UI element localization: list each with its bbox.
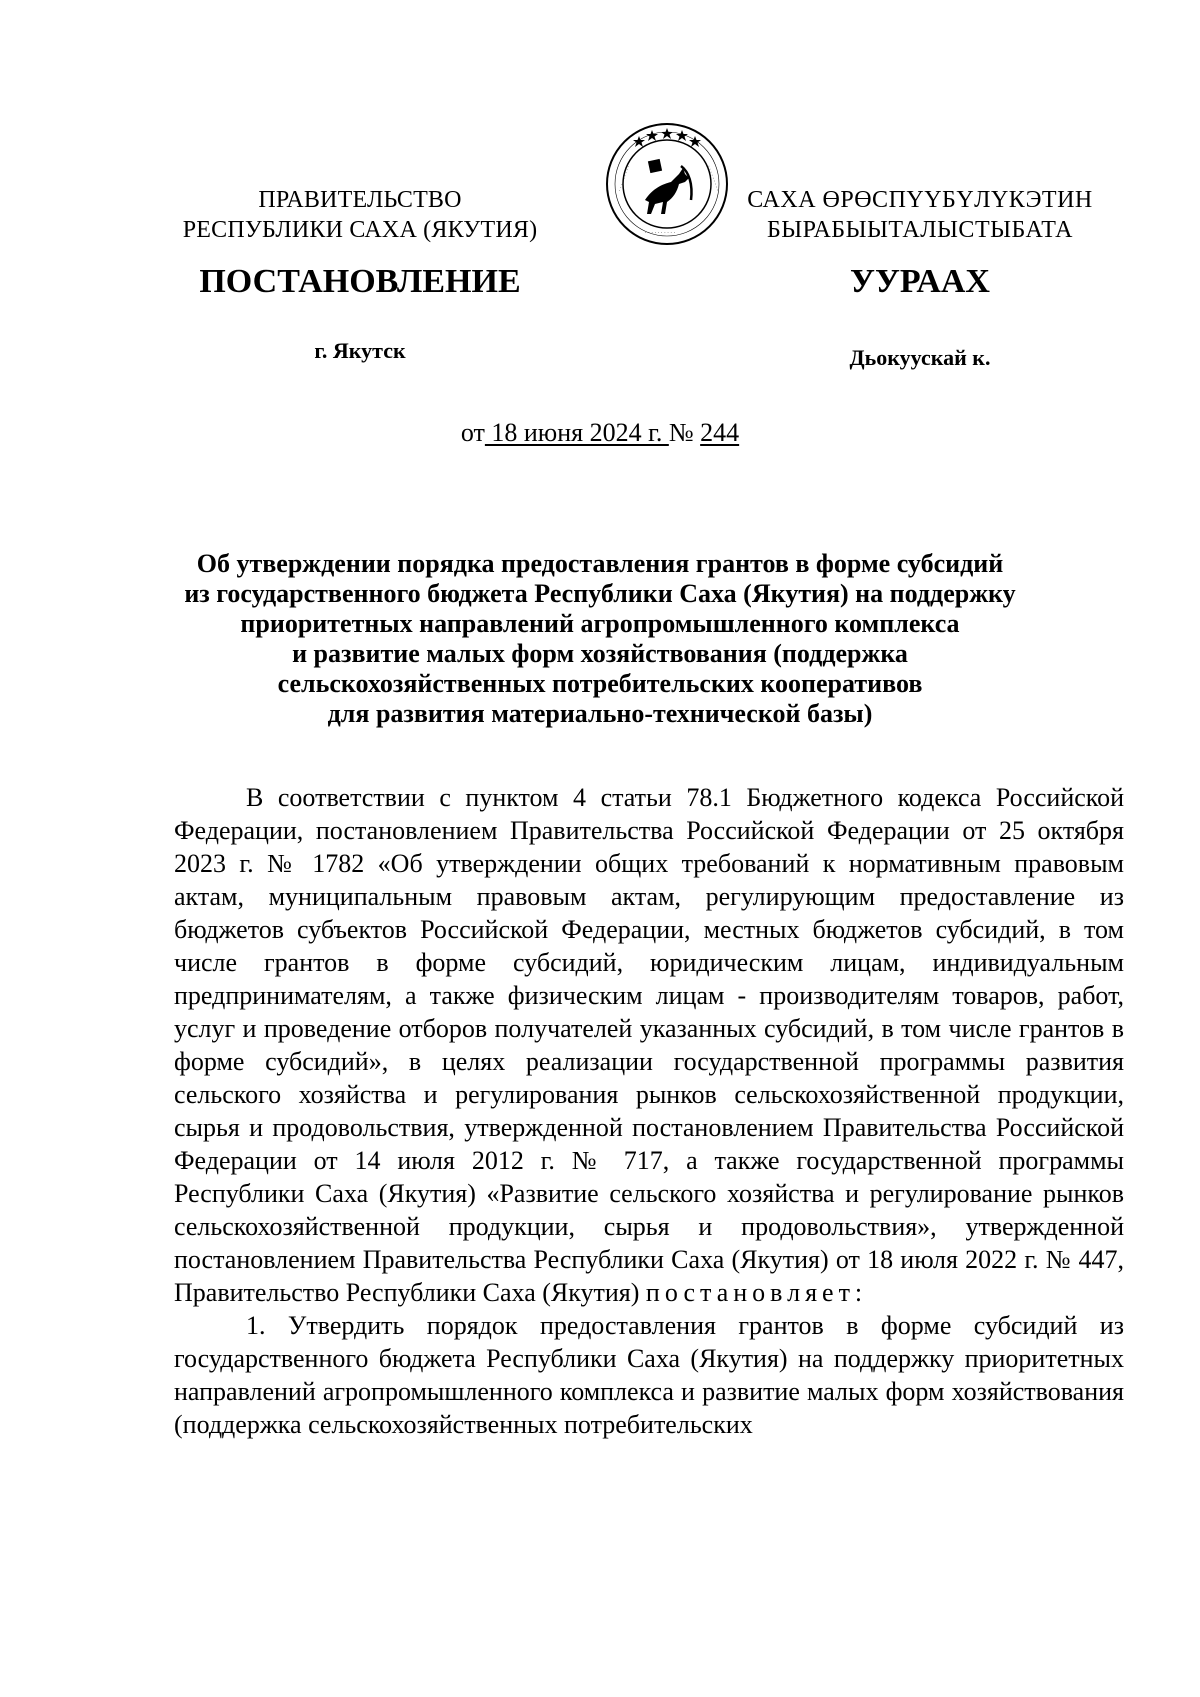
city-sah: Дьокуускай к.: [849, 345, 991, 370]
item-1-paragraph: 1. Утвердить порядок предоставления грантов в форме субсидий из государственного бюджета Республики Саха (Якутия) на поддержку приоритетных направлений агропромышленного комплекса и развитие малых форм хозяйствования (поддержка сельскохозяйственных потребительских: [174, 1311, 1124, 1439]
svg-text:· · · · · · · · ·: · · · · · · · · ·: [617, 165, 633, 193]
number-sign: №: [668, 418, 694, 447]
decree-number: 244: [700, 418, 740, 447]
issuer-sah: [720, 185, 1120, 245]
doc-type-ru: ПОСТАНОВЛЕНИЕ: [199, 263, 521, 300]
title-line: сельскохозяйственных потребительских кооперативов: [277, 669, 923, 698]
svg-text:· · · · · · · · · ·: · · · · · · · · · ·: [645, 230, 676, 236]
date-prefix: от: [460, 418, 485, 447]
title-line: и развитие малых форм хозяйствования (поддержка: [292, 639, 908, 668]
decree-word: постановляет:: [645, 1278, 868, 1307]
preamble-text: В соответствии с пунктом 4 статьи 78.1 Бюджетного кодекса Российской Федерации, постановлением Правительства Российской Федерации от 25 октября 2023 г. № 1782 «Об утверждении общих требований к нормативным правовым актам, муниципальным правовым актам, регулирующим предоставление из бюджетов субъектов Российской Федерации, местных бюджетов субсидий, в том числе грантов в форме субсидий, юридическим лицам, индивидуальным предпринимателям, а также физическим лицам - производителям товаров, работ, услуг и проведение отборов получателей указанных субсидий, в том числе грантов в форме субсидий», в целях реализации государственной программы развития сельского хозяйства и регулирования рынков сельскохозяйственной продукции, сырья и продовольствия, утвержденной постановлением Правительства Российской Федерации от 14 июля 2012 г. № 717, а также государственной программы Республики Саха (Якутия) «Развитие сельского хозяйства и регулирование рынков сельскохозяйственной продукции, сырья и продовольствия», утвержденной постановлением Правительства Республики Саха (Якутия) от 18 июля 2022 г. № 447, Правительство Республики Саха (Якутия): [174, 783, 1124, 1307]
title-line: приоритетных направлений агропромышленного комплекса: [240, 609, 960, 638]
title-line: из государственного бюджета Республики Саха (Якутия) на поддержку: [184, 579, 1016, 608]
svg-text:· · · · · · · · ·: · · · · · · · · ·: [705, 164, 721, 193]
issuer-ru-line2: РЕСПУБЛИКИ САХА (ЯКУТИЯ): [182, 217, 538, 243]
doc-type-sah: УУРААХ: [850, 263, 990, 300]
date-number-line: [0, 417, 1200, 449]
issuer-sah-line1: САХА ӨРӨСПҮҮБҮЛҮКЭТИН: [747, 187, 1093, 213]
decree-date: 18 июня 2024 г.: [484, 418, 669, 447]
city-ru: г. Якутск: [314, 338, 406, 363]
preamble-paragraph: [174, 781, 1124, 1309]
issuer-ru-line1: ПРАВИТЕЛЬСТВО: [258, 187, 462, 213]
issuer-ru: [150, 185, 570, 245]
decree-title: [150, 549, 1050, 729]
coat-of-arms-icon: [605, 122, 729, 246]
title-line: для развития материально-технической базы): [327, 699, 873, 728]
issuer-sah-line2: БЫРАБЫЫТАЛЫСТЫБАТА: [766, 217, 1074, 243]
title-line: Об утверждении порядка предоставления грантов в форме субсидий: [196, 549, 1004, 578]
decree-body: [174, 781, 1124, 1441]
